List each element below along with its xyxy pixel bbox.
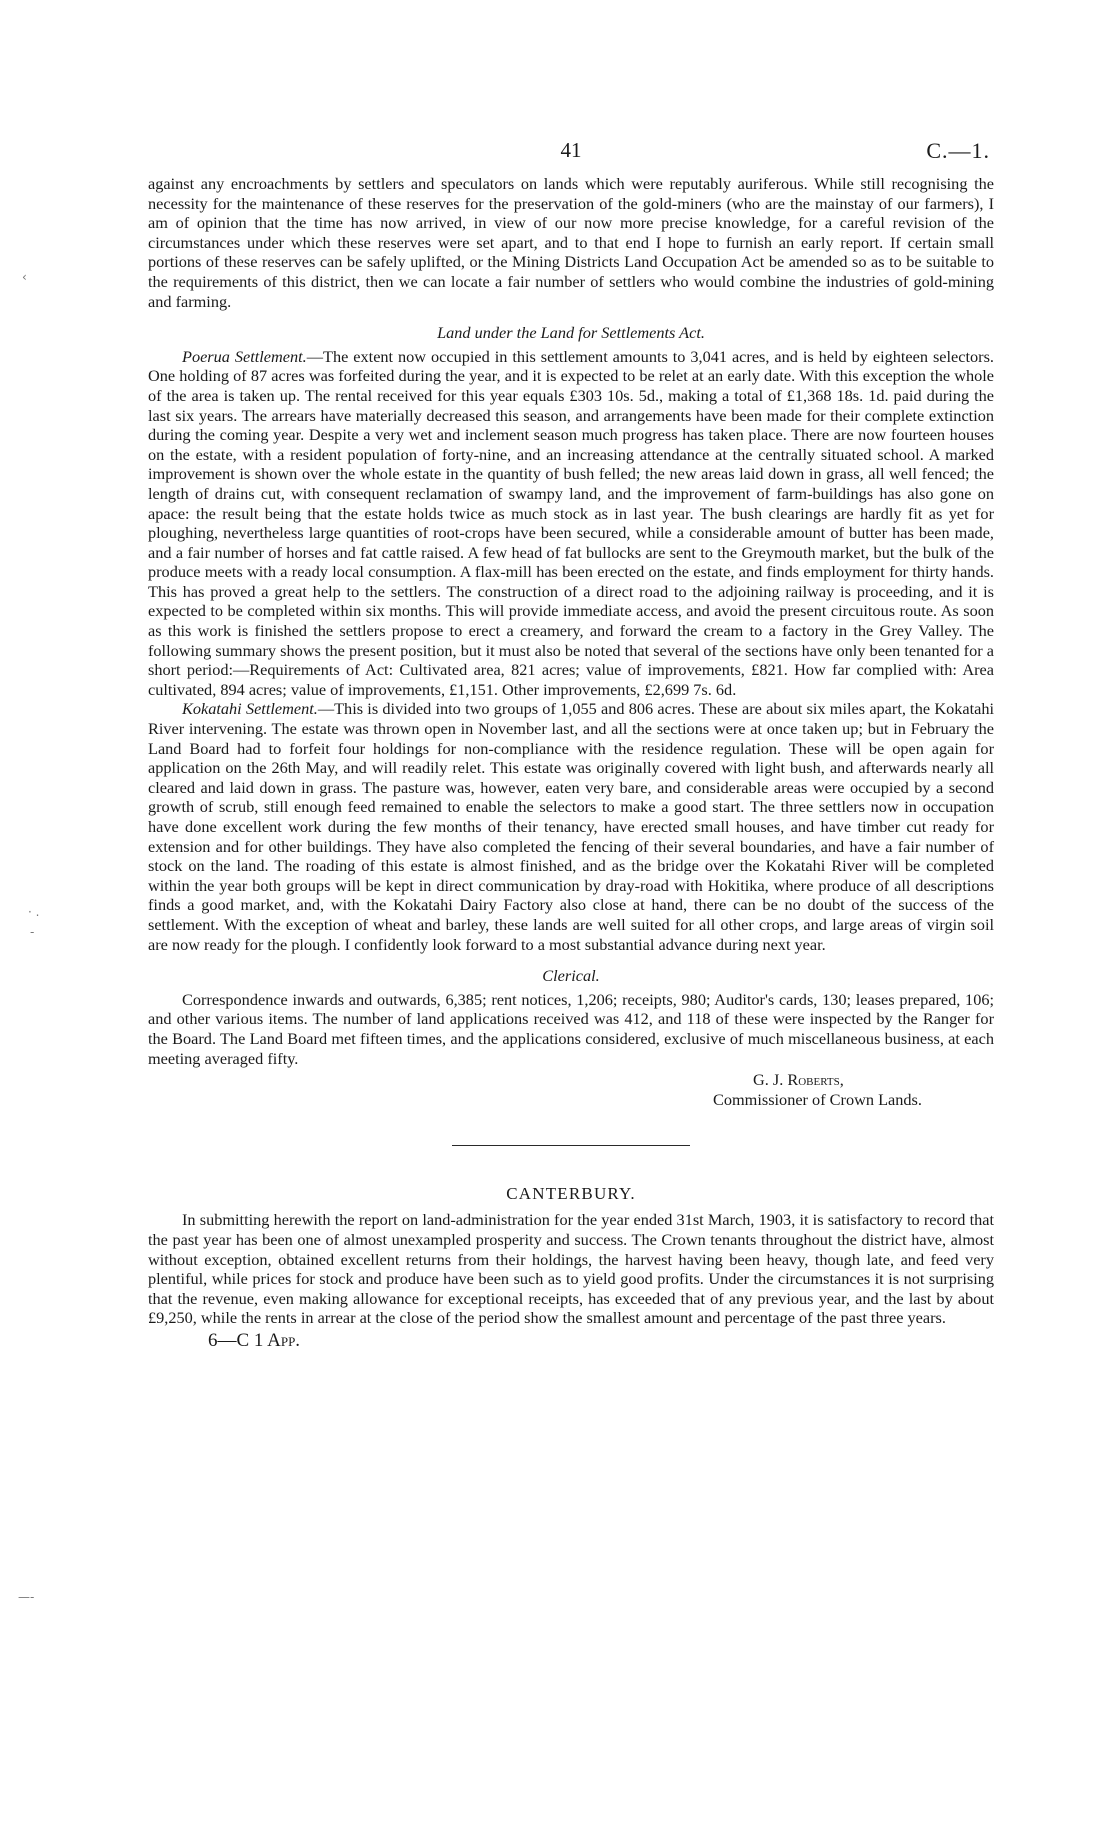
kokatahi-text: —This is divided into two groups of 1,055 and 806 acres. These are about six miles apart, the Kokatahi River intervening. The estate was thrown open in November last, and all the sections were at once taken up; but in February the Land Board had to forfeit four holdings for non-compliance with the residence regulation. These will be open again for application on the 26th May, and will readily relet. This estate was originally covered with light bush, and afterwards nearly all cleared and laid down in grass. The pasture was, however, eaten very bare, and considerable areas were occupied by a second growth of scrub, still enough feed remained to enable the selectors to make a good start. The three settlers now in occupation have done excellent work during the few months of their tenancy, have erected small houses, and have timber cut ready for extension and for other buildings. They have also completed the fencing of their several boundaries, and have a fair number of stock on the land. The roading of this estate is almost finished, and as the bridge over the Kokatahi River will be completed within the year both groups will be kept in direct communication by dray-road with Hokitika, where produce of all descriptions finds a good market, and, with the Kokatahi Dairy Factory also close at hand, there can be no doubt of the success of the settlement. With the exception of wheat and barley, these lands are well suited for all other crops, and large areas of virgin soil are now ready for the plough. I confidently look forward to a most substantial advance during next year.	[148, 699, 994, 954]
kokatahi-title: Kokatahi Settlement.	[182, 699, 318, 719]
poerua-title: Poerua Settlement.	[182, 346, 307, 366]
margin-mark: —-	[18, 1590, 35, 1604]
canterbury-paragraph: In submitting herewith the report on land-administration for the year ended 31st March, 1903, it is satisfactory to record that the past year has been one of almost unexampled prosperity and success. The Crown tenants throughout the district have, almost without exception, obtained excellent returns from their holdings, the harvest having been heavy, though late, and feed very plentiful, while prices for stock and produce have been such as to yield good profits. Under the circumstances it is not surprising that the revenue, even making allowance for exceptional receipts, has exceeded that of any previous year, and the last by about £9,250, while the rents in arrear at the close of the period show the smallest amount and percentage of the past three years.	[148, 1210, 994, 1328]
printer-signature-mark: 6—C 1 App.	[208, 1329, 301, 1351]
kokatahi-paragraph	[148, 699, 994, 954]
clerical-heading: Clerical.	[542, 966, 600, 986]
land-section-heading: Land under the Land for Settlements Act.	[437, 323, 705, 343]
document-code: C.—1.	[926, 138, 990, 163]
signatory-title: Commissioner of Crown Lands.	[713, 1089, 922, 1109]
page-header	[148, 128, 994, 174]
document-page	[148, 128, 994, 1352]
section-divider	[452, 1145, 690, 1146]
margin-mark: · .	[28, 905, 40, 919]
margin-mark: -	[30, 925, 35, 939]
poerua-text: —The extent now occupied in this settlement amounts to 3,041 acres, and is held by eighteen selectors. One holding of 87 acres was forfeited during the year, and it is expected to be relet at an early date. With this exception the whole of the area is taken up. The rental received for this year equals £303 10s. 5d., making a total of £1,368 18s. 1d. paid during the last six years. The arrears have materially decreased this season, and arrangements have been made for their complete extinction during the coming year. Despite a very wet and inclement season much progress has taken place. There are now fourteen houses on the estate, with a resident population of forty-nine, and an increasing attendance at the centrally situated school. A marked improvement is shown over the whole estate in the quantity of bush felled; the new areas laid down in grass, all well fenced; the length of drains cut, with consequent reclamation of swampy land, and the improvement of farm-buildings has also gone on apace: the result being that the estate holds twice as much stock as in last year. The bush clearings are hardly fit as yet for ploughing, nevertheless large quantities of root-crops have been secured, while a considerable amount of butter has been made, and a fair number of horses and fat cattle raised. A few head of fat bullocks are sent to the Greymouth market, but the bulk of the produce meets with a ready local consumption. A flax-mill has been erected on the estate, and finds employment for thirty hands. This has proved a great help to the settlers. The construction of a direct road to the adjoining railway is proceeding, and it is expected to be completed within six months. This will provide immediate access, and avoid the present circuitous route. As soon as this work is finished the settlers propose to erect a creamery, and forward the cream to a factory in the Grey Valley. The following summary shows the present position, but it must also be noted that several of the sections have only been tenanted for a short period:—Requirements of Act: Cultivated area, 821 acres; value of improvements, £821. How far complied with: Area cultivated, 894 acres; value of improvements, £1,151. Other improvements, £2,699 7s. 6d.	[148, 346, 994, 699]
intro-paragraph: against any encroachments by settlers and speculators on lands which were reputably auriferous. While still recognising the necessity for the maintenance of these reserves for the preservation of the gold-miners (who are the mainstay of our farmers), I am of opinion that the time has now arrived, in view of our now more precise knowledge, for a careful revision of the circumstances under which these reserves were set apart, and to that end I hope to furnish an early report. If certain small portions of these reserves can be safely uplifted, or the Mining Districts Land Occupation Act be amended so as to be suitable to the requirements of this district, then we can locate a fair number of settlers who would combine the industries of gold-mining and farming.	[148, 174, 994, 311]
clerical-paragraph: Correspondence inwards and outwards, 6,385; rent notices, 1,206; receipts, 980; Auditor's cards, 130; leases prepared, 106; and other various items. The number of land applications received was 412, and 118 of these were inspected by the Ranger for the Board. The Land Board met fifteen times, and the applications considered, exclusive of much miscellaneous business, at each meeting averaged fifty.	[148, 989, 994, 1068]
poerua-paragraph	[148, 347, 994, 700]
signature-block	[148, 1070, 994, 1109]
margin-mark: ‹	[22, 270, 27, 284]
page-number: 41	[560, 138, 582, 162]
signatory-name: G. J. Roberts,	[753, 1070, 844, 1090]
canterbury-heading: CANTERBURY.	[506, 1184, 636, 1204]
